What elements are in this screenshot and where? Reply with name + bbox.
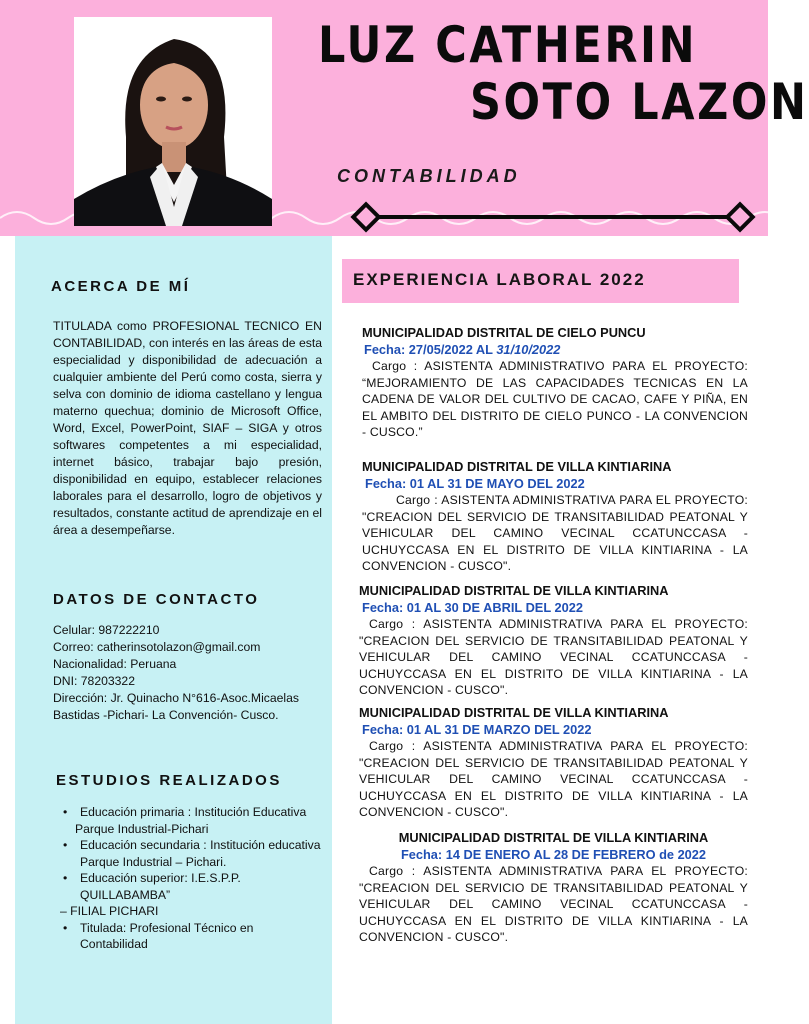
job-organization: MUNICIPALIDAD DISTRITAL DE VILLA KINTIARINA bbox=[359, 705, 669, 720]
studies-title: ESTUDIOS REALIZADOS bbox=[56, 772, 282, 789]
job-description: Cargo : ASISTENTA ADMINISTRATIVA PARA EL PROYECTO: "CREACION DEL SERVICIO DE TRANSITABILIDAD PEATONAL Y VEHICULAR DEL CAMINO VECINAL CCATUNCCASA - UCHUYCCASA EN EL DISTRITO DE VILLA KINTIARINA - LA CONVENCION - CUSCO". bbox=[359, 617, 748, 697]
list-item: • Educación primaria : Institución Educativa bbox=[53, 804, 323, 821]
job-entry bbox=[362, 325, 748, 441]
contact-phone: Celular: 987222210 bbox=[53, 623, 160, 637]
job-organization: MUNICIPALIDAD DISTRITAL DE VILLA KINTIARINA bbox=[398, 830, 709, 845]
studies-list bbox=[53, 804, 323, 953]
job-date-end: 31/10/2022 bbox=[496, 341, 561, 357]
job-description: Cargo : ASISTENTA ADMINISTRATIVA PARA EL PROYECTO: "CREACION DEL SERVICIO DE TRANSITABILIDAD PEATONAL Y VEHICULAR DEL CAMINO VECINAL CCATUNCCASA - UCHUYCCASA EN EL DISTRITO DE VILLA KINTIARINA - LA CONVENCION - CUSCO". bbox=[359, 864, 748, 944]
job-organization: MUNICIPALIDAD DISTRITAL DE VILLA KINTIARINA bbox=[359, 583, 669, 598]
list-item: – FILIAL PICHARI bbox=[60, 904, 159, 918]
person-photo-icon bbox=[74, 17, 272, 226]
contact-title: DATOS DE CONTACTO bbox=[53, 591, 260, 608]
job-entry bbox=[359, 705, 748, 821]
job-description: Cargo : ASISTENTA ADMINISTRATIVO PARA EL PROYECTO: “MEJORAMIENTO DE LAS CAPACIDADES TECNICAS EN LA CADENA DE VALOR DEL CULTIVO DE CACAO, CAFE Y PIÑA, EN EL AMBITO DEL DISTRITO DE CIELO PUNCO - LA CONVENCION - CUSCO.” bbox=[362, 359, 748, 439]
job-entry bbox=[359, 830, 748, 946]
contact-details bbox=[53, 622, 328, 724]
job-date: Fecha: 01 AL 30 DE ABRIL DEL 2022 bbox=[362, 599, 583, 615]
contact-dni: DNI: 78203322 bbox=[53, 674, 135, 688]
about-text: TITULADA como PROFESIONAL TECNICO EN CONTABILIDAD, con interés en las áreas de esta especialidad y disponibilidad de adecuación a cualquier ambiente del Perú como costa, sierra y selva con dominio de idioma castellano y lengua materno quechua; dominio de Microsoft Office, Word, Excel, PowerPoint, SIAF – SIGA y otros softwares competentes a mi especialidad, internet básico, trabajar bajo presión, disponibilidad en equipo, establecer relaciones laborales para el desarrollo, logro de objetivos y resultados, constante actitud de aprendizaje en el área a desempeñarse. bbox=[53, 319, 322, 537]
job-description: Cargo : ASISTENTA ADMINISTRATIVA PARA EL PROYECTO: "CREACION DEL SERVICIO DE TRANSITABILIDAD PEATONAL Y VEHICULAR DEL CAMINO VECINAL CCATUNCCASA - UCHUYCCASA EN EL DISTRITO DE VILLA KINTIARINA - LA CONVENCION - CUSCO". bbox=[359, 739, 748, 819]
job-organization: MUNICIPALIDAD DISTRITAL DE CIELO PUNCU bbox=[362, 325, 646, 340]
job-date: Fecha: 01 AL 31 DE MAYO DEL 2022 bbox=[365, 475, 585, 491]
profession-title: CONTABILIDAD bbox=[337, 166, 521, 186]
job-entry bbox=[359, 583, 748, 699]
list-item: • Educación secundaria : Institución educativa Parque Industrial – Pichari. bbox=[53, 837, 323, 870]
name-line-2: SOTO LAZON bbox=[470, 73, 809, 131]
job-organization: MUNICIPALIDAD DISTRITAL DE VILLA KINTIARINA bbox=[362, 459, 672, 474]
job-date-start: Fecha: 27/05/2022 AL bbox=[364, 341, 497, 357]
name-line-1: LUZ CATHERIN bbox=[318, 16, 698, 74]
job-description: Cargo : ASISTENTA ADMINISTRATIVA PARA EL PROYECTO: "CREACION DEL SERVICIO DE TRANSITABILIDAD PEATONAL Y VEHICULAR DEL CAMINO VECINAL CCATUNCCASA -UCHUYCCASA EN EL DISTRITO DE VILLA KINTIARINA - LA CONVENCION - CUSCO". bbox=[362, 493, 748, 573]
job-date bbox=[362, 342, 748, 359]
list-item: Parque Industrial-Pichari bbox=[75, 821, 209, 836]
contact-email: Correo: catherinsotolazon@gmail.com bbox=[53, 640, 261, 654]
profile-photo bbox=[74, 17, 272, 226]
contact-address: Dirección: Jr. Quinacho N°616-Asoc.Micaelas Bastidas -Pichari- La Convención- Cusco. bbox=[53, 691, 300, 722]
job-date: Fecha: 14 DE ENERO AL 28 DE FEBRERO de 2022 bbox=[400, 846, 707, 862]
diamond-line-divider bbox=[348, 200, 758, 236]
about-title: ACERCA DE MÍ bbox=[51, 278, 191, 295]
contact-nationality: Nacionalidad: Peruana bbox=[53, 657, 177, 671]
list-item: • Educación superior: I.E.S.P.P. QUILLABAMBA” bbox=[53, 870, 323, 903]
job-date: Fecha: 01 AL 31 DE MARZO DEL 2022 bbox=[362, 721, 592, 737]
job-entry bbox=[362, 459, 748, 575]
list-item: • Titulada: Profesional Técnico en Contabilidad bbox=[53, 920, 323, 953]
experience-title: EXPERIENCIA LABORAL 2022 bbox=[353, 270, 646, 289]
